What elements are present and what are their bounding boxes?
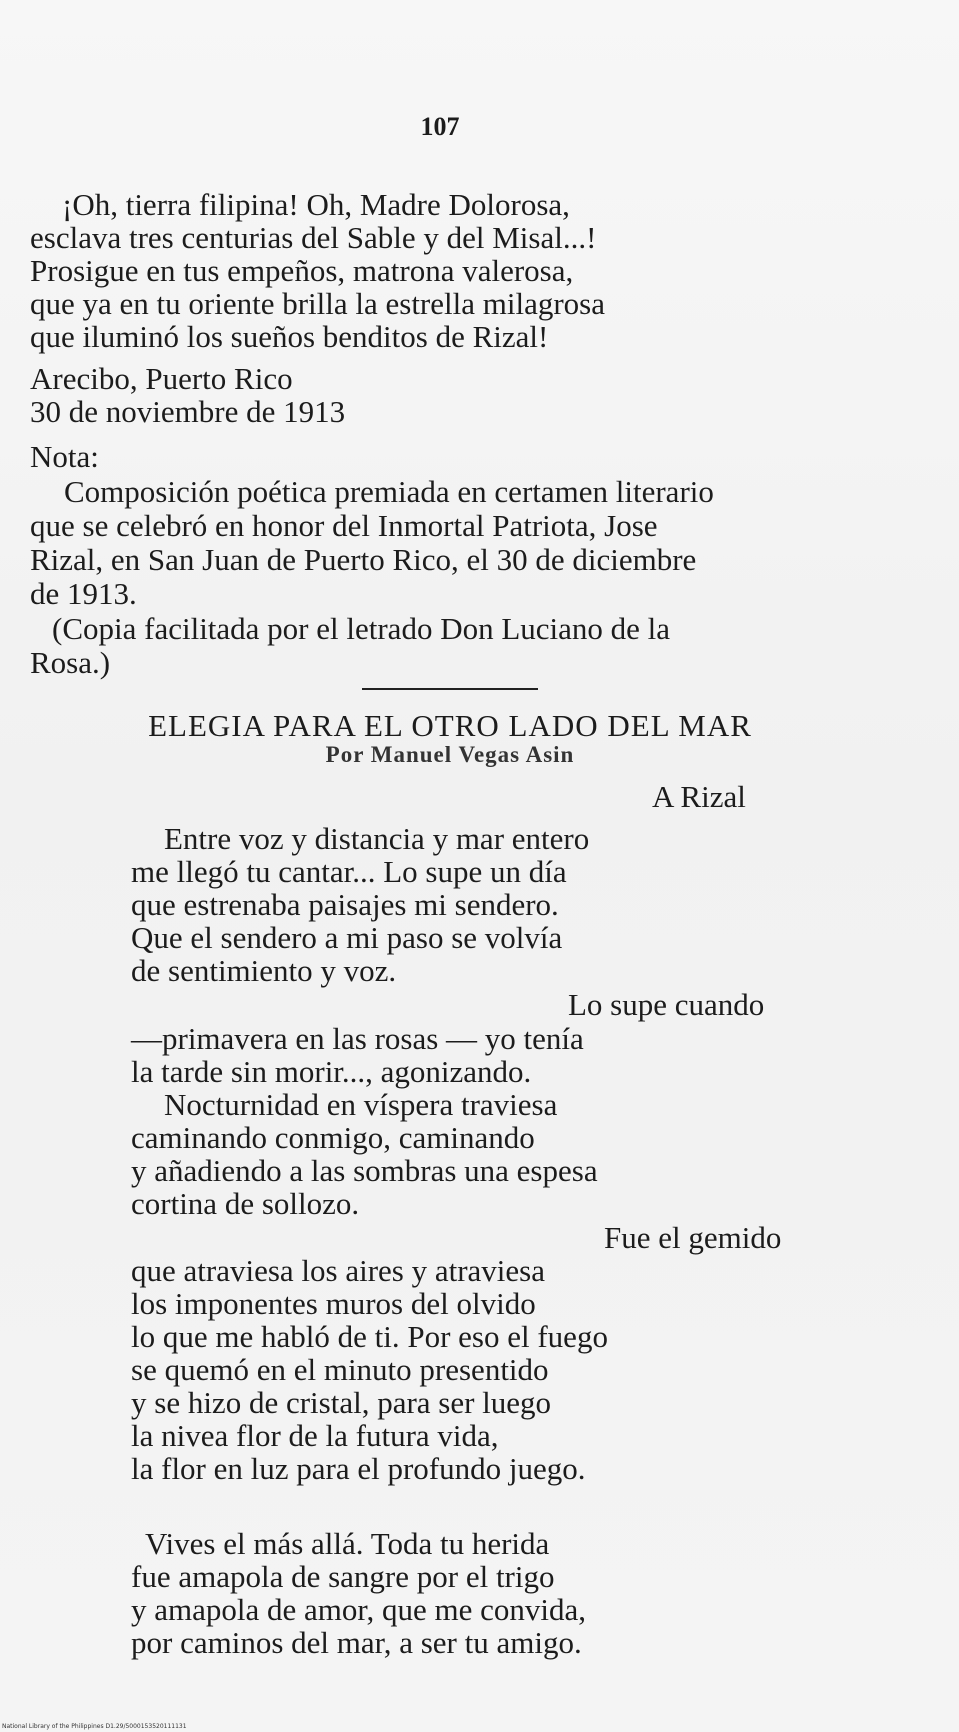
section-divider bbox=[362, 688, 538, 690]
verse-line: que atraviesa los aires y atraviesa bbox=[131, 1253, 546, 1288]
verse-line: me llegó tu cantar... Lo supe un día bbox=[131, 854, 567, 889]
note-text-line: Rosa.) bbox=[30, 645, 111, 680]
verse-line: Fue el gemido bbox=[604, 1220, 782, 1255]
verse-line: —primavera en las rosas — yo tenía bbox=[131, 1021, 584, 1056]
verse-line: de sentimiento y voz. bbox=[131, 953, 397, 988]
note-text-line: Rizal, en San Juan de Puerto Rico, el 30 de diciembre bbox=[30, 542, 697, 577]
verse-line: fue amapola de sangre por el trigo bbox=[131, 1559, 555, 1594]
verse-line: caminando conmigo, caminando bbox=[131, 1120, 535, 1155]
verse-line: Lo supe cuando bbox=[568, 987, 765, 1022]
verse-line: que iluminó los sueños benditos de Rizal! bbox=[30, 319, 549, 354]
place-line: Arecibo, Puerto Rico bbox=[30, 361, 293, 396]
note-text-line: (Copia facilitada por el letrado Don Luciano de la bbox=[52, 611, 671, 646]
verse-line: la tarde sin morir..., agonizando. bbox=[131, 1054, 532, 1089]
verse-line: por caminos del mar, a ser tu amigo. bbox=[131, 1625, 582, 1660]
note-text-line: que se celebró en honor del Inmortal Patriota, Jose bbox=[30, 508, 658, 543]
verse-line: Que el sendero a mi paso se volvía bbox=[131, 920, 563, 955]
verse-line: que estrenaba paisajes mi sendero. bbox=[131, 887, 559, 922]
verse-line: que ya en tu oriente brilla la estrella milagrosa bbox=[30, 286, 605, 321]
date-line: 30 de noviembre de 1913 bbox=[30, 394, 346, 429]
poem-title: ELEGIA PARA EL OTRO LADO DEL MAR bbox=[148, 708, 752, 743]
verse-line: Entre voz y distancia y mar entero bbox=[164, 821, 590, 856]
verse-line: ¡Oh, tierra filipina! Oh, Madre Dolorosa, bbox=[62, 187, 570, 222]
page-number: 107 bbox=[420, 112, 460, 141]
verse-line: y amapola de amor, que me convida, bbox=[131, 1592, 586, 1627]
scan-footer: National Library of the Philippines D1.29/5000153520111131 bbox=[2, 1723, 187, 1730]
verse-line: se quemó en el minuto presentido bbox=[131, 1352, 549, 1387]
verse-line: cortina de sollozo. bbox=[131, 1186, 360, 1221]
poem-dedication: A Rizal bbox=[652, 779, 746, 814]
verse-line: Prosigue en tus empeños, matrona valerosa, bbox=[30, 253, 574, 288]
verse-line: y añadiendo a las sombras una espesa bbox=[131, 1153, 598, 1188]
note-text-line: Composición poética premiada en certamen literario bbox=[64, 474, 714, 509]
verse-line: los imponentes muros del olvido bbox=[131, 1286, 536, 1321]
verse-line: Nocturnidad en víspera traviesa bbox=[164, 1087, 558, 1122]
note-label: Nota: bbox=[30, 439, 99, 474]
verse-line: lo que me habló de ti. Por eso el fuego bbox=[131, 1319, 608, 1354]
verse-line: y se hizo de cristal, para ser luego bbox=[131, 1385, 552, 1420]
note-text-line: de 1913. bbox=[30, 576, 137, 611]
verse-line: la flor en luz para el profundo juego. bbox=[131, 1451, 586, 1486]
verse-line: la nivea flor de la futura vida, bbox=[131, 1418, 499, 1453]
verse-line: Vives el más allá. Toda tu herida bbox=[145, 1526, 550, 1561]
verse-line: esclava tres centurias del Sable y del Misal...! bbox=[30, 220, 597, 255]
poem-author: Por Manuel Vegas Asin bbox=[325, 742, 575, 767]
